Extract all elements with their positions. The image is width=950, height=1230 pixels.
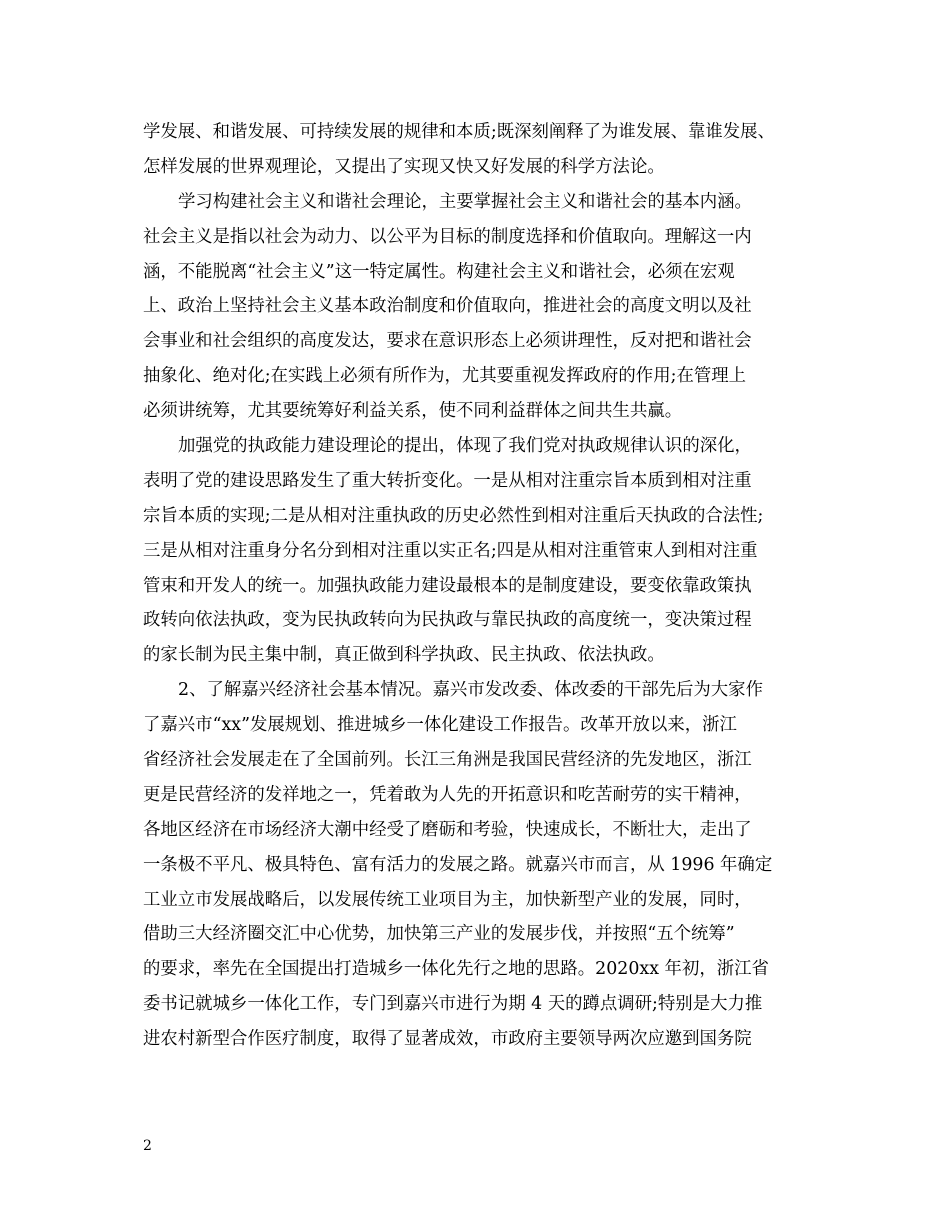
text-line: 三是从相对注重身分名分到相对注重以实正名;四是从相对注重管束人到相对注重: [143, 540, 758, 561]
text-line: 政转向依法执政，变为民执政转向为民执政与靠民执政的高度统一，变决策过程: [143, 610, 752, 631]
text-line: 2、了解嘉兴经济社会基本情况。嘉兴市发改委、体改委的干部先后为大家作: [178, 680, 763, 701]
text-line: 表明了党的建设思路发生了重大转折变化。一是从相对注重宗旨本质到相对注重: [143, 470, 752, 491]
text-line: 省经济社会发展走在了全国前列。长江三角洲是我国民营经济的先发地区，浙江: [143, 750, 752, 771]
text-line: 抽象化、绝对化;在实践上必须有所作为，尤其要重视发挥政府的作用;在管理上: [143, 366, 747, 387]
text-line: 了嘉兴市“xx”发展规划、推进城乡一体化建设工作报告。改革开放以来，浙江: [143, 715, 737, 736]
text-line: 各地区经济在市场经济大潮中经受了磨砺和考验，快速成长，不断壮大，走出了: [143, 819, 752, 840]
text-line: 管束和开发人的统一。加强执政能力建设最根本的是制度建设，要变依靠政策执: [143, 575, 752, 596]
text-line: 宗旨本质的实现;二是从相对注重执政的历史必然性到相对注重后天执政的合法性;: [143, 505, 764, 526]
text-line: 怎样发展的世界观理论，又提出了实现又快又好发展的科学方法论。: [143, 156, 665, 177]
text-line: 学发展、和谐发展、可持续发展的规律和本质;既深刻阐释了为谁发展、靠谁发展、: [143, 122, 775, 142]
text-line: 学习构建社会主义和谐社会理论，主要掌握社会主义和谐社会的基本内涵。: [178, 191, 752, 212]
text-line: 必须讲统筹，尤其要统筹好利益关系，使不同利益群体之间共生共赢。: [143, 401, 683, 422]
text-line: 会事业和社会组织的高度发达，要求在意识形态上必须讲理性，反对把和谐社会: [143, 331, 752, 352]
text-line: 的家长制为民主集中制，真正做到科学执政、民主执政、依法执政。: [143, 645, 665, 666]
text-line: 工业立市发展战略后，以发展传统工业项目为主，加快新型产业的发展，同时，: [143, 889, 752, 910]
text-line: 进农村新型合作医疗制度，取得了显著成效，市政府主要领导两次应邀到国务院: [143, 1029, 752, 1050]
text-line: 一条极不平凡、极具特色、富有活力的发展之路。就嘉兴市而言，从 1996 年确定: [143, 854, 773, 875]
text-line: 借助三大经济圈交汇中心优势，加快第三产业的发展步伐，并按照“五个统筹”: [143, 924, 735, 945]
page-number: 2: [143, 1138, 152, 1154]
text-line: 涵，不能脱离“社会主义”这一特定属性。构建社会主义和谐社会，必须在宏观: [143, 261, 735, 282]
text-line: 更是民营经济的发祥地之一，凭着敢为人先的开拓意识和吃苦耐劳的实干精神，: [143, 784, 752, 805]
text-line: 上、政治上坚持社会主义基本政治制度和价值取向，推进社会的高度文明以及社: [143, 296, 752, 317]
text-line: 的要求，率先在全国提出打造城乡一体化先行之地的思路。2020xx 年初，浙江省: [143, 959, 769, 980]
text-line: 社会主义是指以社会为动力、以公平为目标的制度选择和价值取向。理解这一内: [143, 226, 752, 247]
text-line: 加强党的执政能力建设理论的提出，体现了我们党对执政规律认识的深化，: [178, 436, 752, 457]
body-text: [143, 115, 813, 1057]
text-line: 委书记就城乡一体化工作，专门到嘉兴市进行为期 4 天的蹲点调研;特别是大力推: [143, 994, 763, 1015]
